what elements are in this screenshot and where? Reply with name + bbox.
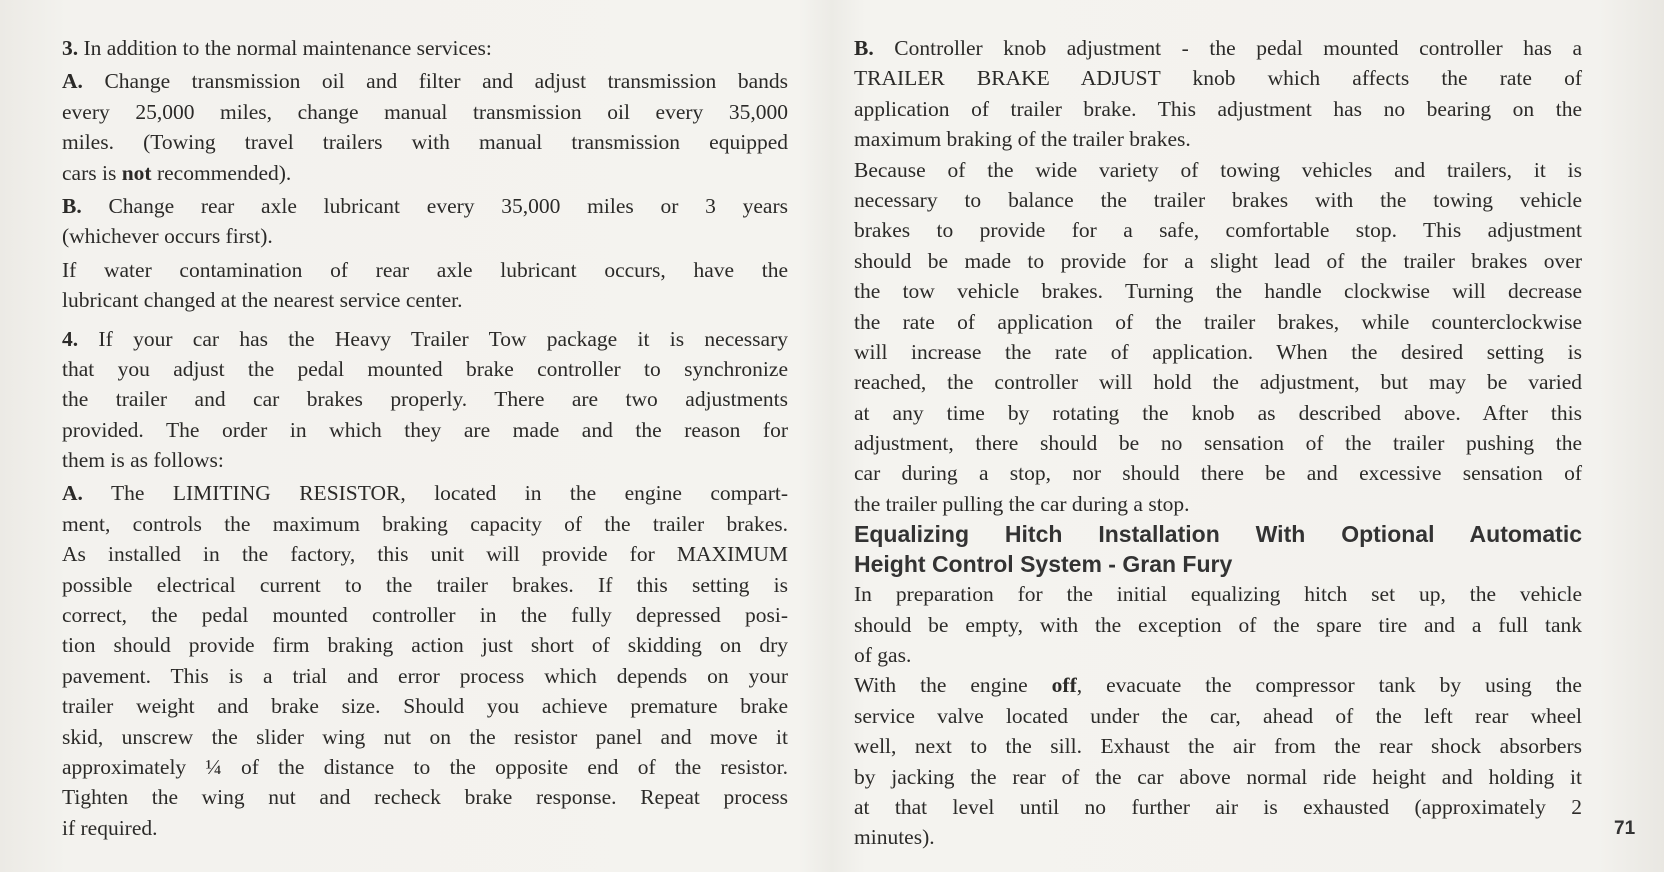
text-line [62,324,788,354]
text-segment: As installed in the factory, this unit will provide for MAXIMUM [62,542,788,567]
bold-text: not [121,160,152,185]
text-segment: tion should provide firm braking action just short of skidding on dry [62,633,788,658]
text-line [854,762,1582,792]
text-line [62,255,788,285]
paragraph [62,191,788,252]
text-line [854,276,1582,306]
text-line [854,489,1582,519]
text-line [854,307,1582,337]
paragraph [62,255,788,316]
paragraph [854,33,1582,155]
bold-text: A. [62,69,83,94]
text-line [62,415,788,445]
text-line [62,539,788,569]
text-segment: the trailer and car brakes properly. There are two adjustments [62,387,788,412]
text-line [62,33,788,63]
text-line [854,367,1582,397]
text-line [62,661,788,691]
text-segment: well, next to the sill. Exhaust the air from the rear shock absorbers [854,734,1582,759]
text-line [62,813,788,843]
bold-text: A. [62,481,83,506]
text-segment: approximately ¼ of the distance to the opposite end of the resistor. [62,754,788,779]
text-segment: brakes to provide for a safe, comfortable stop. This adjustment [854,218,1582,243]
text-segment: at any time by rotating the knob as described above. After this [854,400,1582,425]
text-segment: ment, controls the maximum braking capacity of the trailer brakes. [62,511,788,536]
text-line [854,94,1582,124]
text-line [62,509,788,539]
text-line [62,445,788,475]
text-segment: Controller knob adjustment - the pedal mounted controller has a [873,36,1582,60]
text-segment: In preparation for the initial equalizing hitch set up, the vehicle [854,582,1582,607]
paragraph [62,324,788,476]
bold-text: B. [854,36,874,60]
text-line [62,66,788,96]
text-segment: the trailer pulling the car during a stop. [854,491,1190,516]
text-segment: If water contamination of rear axle lubricant occurs, have the [62,257,788,282]
text-segment: recommended). [151,160,292,185]
page-number: 71 [1614,818,1636,839]
text-segment: correct, the pedal mounted controller in the fully depressed posi- [62,603,788,628]
text-segment: the rate of application of the trailer brakes, while counterclockwise [854,309,1582,334]
text-segment: service valve located under the car, ahead of the left rear wheel [854,703,1582,728]
text-segment: skid, unscrew the slider wing nut on the resistor panel and move it [62,724,788,749]
bold-text: 4. [62,326,79,351]
text-line [854,215,1582,245]
text-line [854,610,1582,640]
text-line [854,822,1582,852]
text-segment: the tow vehicle brakes. Turning the handle clockwise will decrease [854,279,1582,304]
text-line [854,579,1582,609]
text-line [62,630,788,660]
text-line [62,691,788,721]
text-line [854,33,1582,63]
paragraph [854,579,1582,670]
text-line [62,354,788,384]
text-segment: trailer weight and brake size. Should you achieve premature brake [62,694,788,719]
text-line [854,792,1582,822]
text-segment: Tighten the wing nut and recheck brake response. Repeat process [62,785,788,810]
text-line [62,478,788,508]
text-line [854,185,1582,215]
text-line [854,701,1582,731]
text-segment: of gas. [854,643,912,668]
text-line [62,570,788,600]
text-segment: cars is [62,160,122,185]
text-line [854,549,1582,579]
text-line [854,398,1582,428]
text-segment: If your car has the Heavy Trailer Tow package it is necessary [78,326,788,351]
paragraph [854,670,1582,852]
text-segment: necessary to balance the trailer brakes with the towing vehicle [854,187,1582,212]
text-segment: adjustment, there should be no sensation of the trailer pushing the [854,431,1582,456]
bold-text: off [1051,673,1077,698]
text-line [62,752,788,782]
text-line [62,722,788,752]
text-segment: them is as follows: [62,448,224,473]
text-segment: provided. The order in which they are made and the reason for [62,417,788,442]
text-line [62,384,788,414]
text-segment: should be empty, with the exception of the spare tire and a full tank [854,612,1582,637]
bold-text: B. [62,193,82,218]
text-segment: car during a stop, nor should there be and excessive sensation of [854,461,1582,486]
text-segment: reached, the controller will hold the adjustment, but may be varied [854,370,1582,395]
text-segment: Height Control System - Gran Fury [854,551,1233,578]
text-segment: With the engine [854,673,1052,698]
text-segment: Because of the wide variety of towing vehicles and trailers, it is [854,157,1582,182]
text-segment: by jacking the rear of the car above normal ride height and holding it [854,764,1582,789]
left-column [62,33,788,846]
text-segment: Equalizing Hitch Installation With Optional Automatic [854,521,1582,548]
text-line [62,97,788,127]
text-line [62,127,788,157]
text-line [854,670,1582,700]
text-line [62,191,788,221]
text-line [854,246,1582,276]
text-segment: The LIMITING RESISTOR, located in the engine compart- [82,481,788,506]
text-segment: should be made to provide for a slight lead of the trailer brakes over [854,248,1582,273]
text-line [854,155,1582,185]
right-column [854,33,1582,853]
paragraph [62,33,788,63]
text-line [854,731,1582,761]
section-heading [854,519,1582,579]
paragraph [62,66,788,188]
text-segment: at that level until no further air is exhausted (approximately 2 [854,794,1582,819]
text-segment: Change rear axle lubricant every 35,000 miles or 3 years [81,193,788,218]
text-segment: every 25,000 miles, change manual transmission oil every 35,000 [62,99,788,124]
text-segment: will increase the rate of application. When the desired setting is [854,339,1582,364]
text-segment: , evacuate the compressor tank by using the [1076,673,1582,698]
text-line [854,458,1582,488]
text-segment: maximum braking of the trailer brakes. [854,127,1191,152]
text-line [62,158,788,188]
text-line [62,285,788,315]
text-segment: lubricant changed at the nearest service center. [62,288,463,313]
text-segment: In addition to the normal maintenance services: [78,36,492,60]
text-segment: minutes). [854,825,935,850]
text-line [854,640,1582,670]
text-segment: application of trailer brake. This adjustment has no bearing on the [854,96,1582,121]
text-line [854,63,1582,93]
text-line [854,337,1582,367]
text-segment: Change transmission oil and filter and adjust transmission bands [82,69,788,94]
bold-text: 3. [62,36,79,60]
text-line [854,428,1582,458]
text-segment: possible electrical current to the trailer brakes. If this setting is [62,572,788,597]
text-line [62,221,788,251]
text-line [854,124,1582,154]
text-segment: TRAILER BRAKE ADJUST knob which affects the rate of [854,66,1582,91]
paragraph [62,478,788,843]
text-segment: that you adjust the pedal mounted brake controller to synchronize [62,356,788,381]
text-line [854,519,1582,549]
text-line [62,782,788,812]
text-line [62,600,788,630]
text-segment: if required. [62,815,158,840]
text-segment: pavement. This is a trial and error process which depends on your [62,663,788,688]
text-segment: miles. (Towing travel trailers with manual transmission equipped [62,130,788,155]
text-segment: (whichever occurs first). [62,224,273,249]
paragraph [854,155,1582,520]
